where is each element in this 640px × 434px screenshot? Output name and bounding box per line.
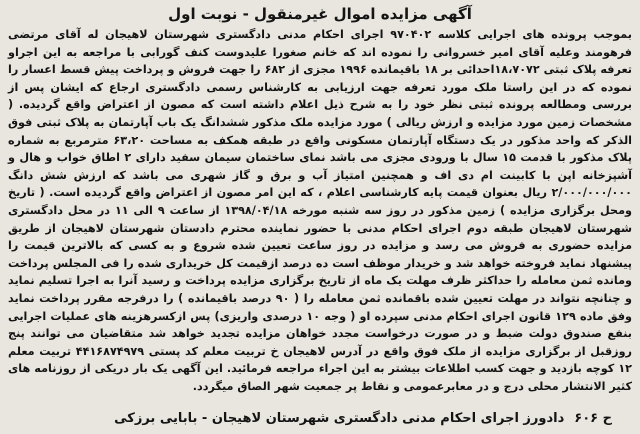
notice-signature: دادورز اجرای احکام مدنی دادگستری شهرستان لاهیجان - بابایی برزکی	[114, 411, 565, 426]
notice-body: بموجب پرونده های اجرایی کلاسه ۹۷۰۴۰۲ اجرای احکام مدنی دادگستری شهرستان لاهیجان له آقای مرتضی فرهومند وعلیه آقای امیر خسروانی را نموده اند که خانم صغورا علیدوست کنف گورابی با مراجعه به این اجراو تعرفه پلاک ثبتی ۱۸،۷۰۷۲احدائی بر ۱۸ باقیمانده ۱۹۹۶ مجزی از ۶۸۲ را جهت فروش و پرداخت پیش قسط اعسار را نموده که در این راستا ملک مورد تعرفه جهت ارزیابی به کارشناس رسمی دادگستری ارجاع که ایشان پس از بررسی ومطالعه پرونده ثبتی نظر خود را به شرح ذیل اعلام داشته است که مصون از اعتراض واقع گردیده. ( مشخصات زمین مورد مزایده و ارزش ریالی ) مورد مزایده ملک مذکور ششدانگ یک باب آپارتمان به پلاک ثبتی فوق الذکر که واحد مذکور در یک دستگاه آپارتمان مسکونی واقع در طبقه همکف به مساحت ۶۳،۲۰ مترمربع به شماره پلاک مذکور با قدمت ۱۵ سال با ورودی مجزی می باشد نمای ساختمان سیمان سفید دارای ۲ اطاق خواب و هال و آشپزخانه اپن با کابینت ام دی اف و همچنین امتیاز آب و برق و گاز شهری می باشد که ارزش شش دانگ ۲/۰۰۰/۰۰۰/۰۰۰ ریال بعنوان قیمت پایه کارشناسی اعلام ، که این امر مصون از اعتراض واقع گردیده است. ( تاریخ ومحل برگزاری مزایده ) زمین مذکور در روز سه شنبه مورخه ۱۳۹۸/۰۴/۱۸ از ساعت ۹ الی ۱۱ در محل دادگستری شهرستان لاهیجان طبقه دوم اجرای احکام مدنی با حضور نماینده محترم دادستان شهرستان لاهیجان از طریق مزایده حضوری به فروش می رسد و مزایده در روز ساعت تعیین شده شروع و به کسی که بالاترین قیمت را پیشنهاد نماید فروخته خواهد شد و خریدار موظف است ده درصد ازقیمت کل خریداری شده را فی المجلس پرداخت ومانده ثمن معامله را حداکثر ظرف مهلت یک ماه از تاریخ برگزاری مزایده پرداخت و رسید آنرا به اجرا تسلیم نماید و چنانچه نتواند در مهلت تعیین شده باقمانده ثمن معامله را ( ۹۰ درصد باقیمانده ) را درفرجه مقرر پرداخت نماید وفق ماده ۱۲۹ قانون اجرای احکام مدنی سپرده او ( وجه ۱۰ درصدی واریزی) پس ازکسرهزینه های عملیات اجرایی بنفع صندوق دولت ضبط و در صورت درخواست مجدد خواهان مزایده تجدید خواهد شد متقاضیان می توانند پنج روزقبل از برگزاری مزایده از ملک فوق واقع در آدرس لاهیجان خ تربیت معلم کد پستی ۴۴۱۶۸۷۴۹۷۹ تربیت معلم ۱۲ کوچه بازدید و جهت کسب اطلاعات بیشتر به این اجراء مراجعه فرمائید. این آگهی یک بار دریکی از روزنامه های کثیر الانتشار محلی درج و در معابرعمومی و نقاط پر جمعیت شهر الصاق میگردد.	[8, 28, 633, 393]
notice-code: ح ۶۰۶	[574, 411, 612, 426]
notice-footer	[8, 410, 632, 428]
notice-title: آگهی مزایده اموال غیرمنقول - نوبت اول	[168, 5, 472, 23]
